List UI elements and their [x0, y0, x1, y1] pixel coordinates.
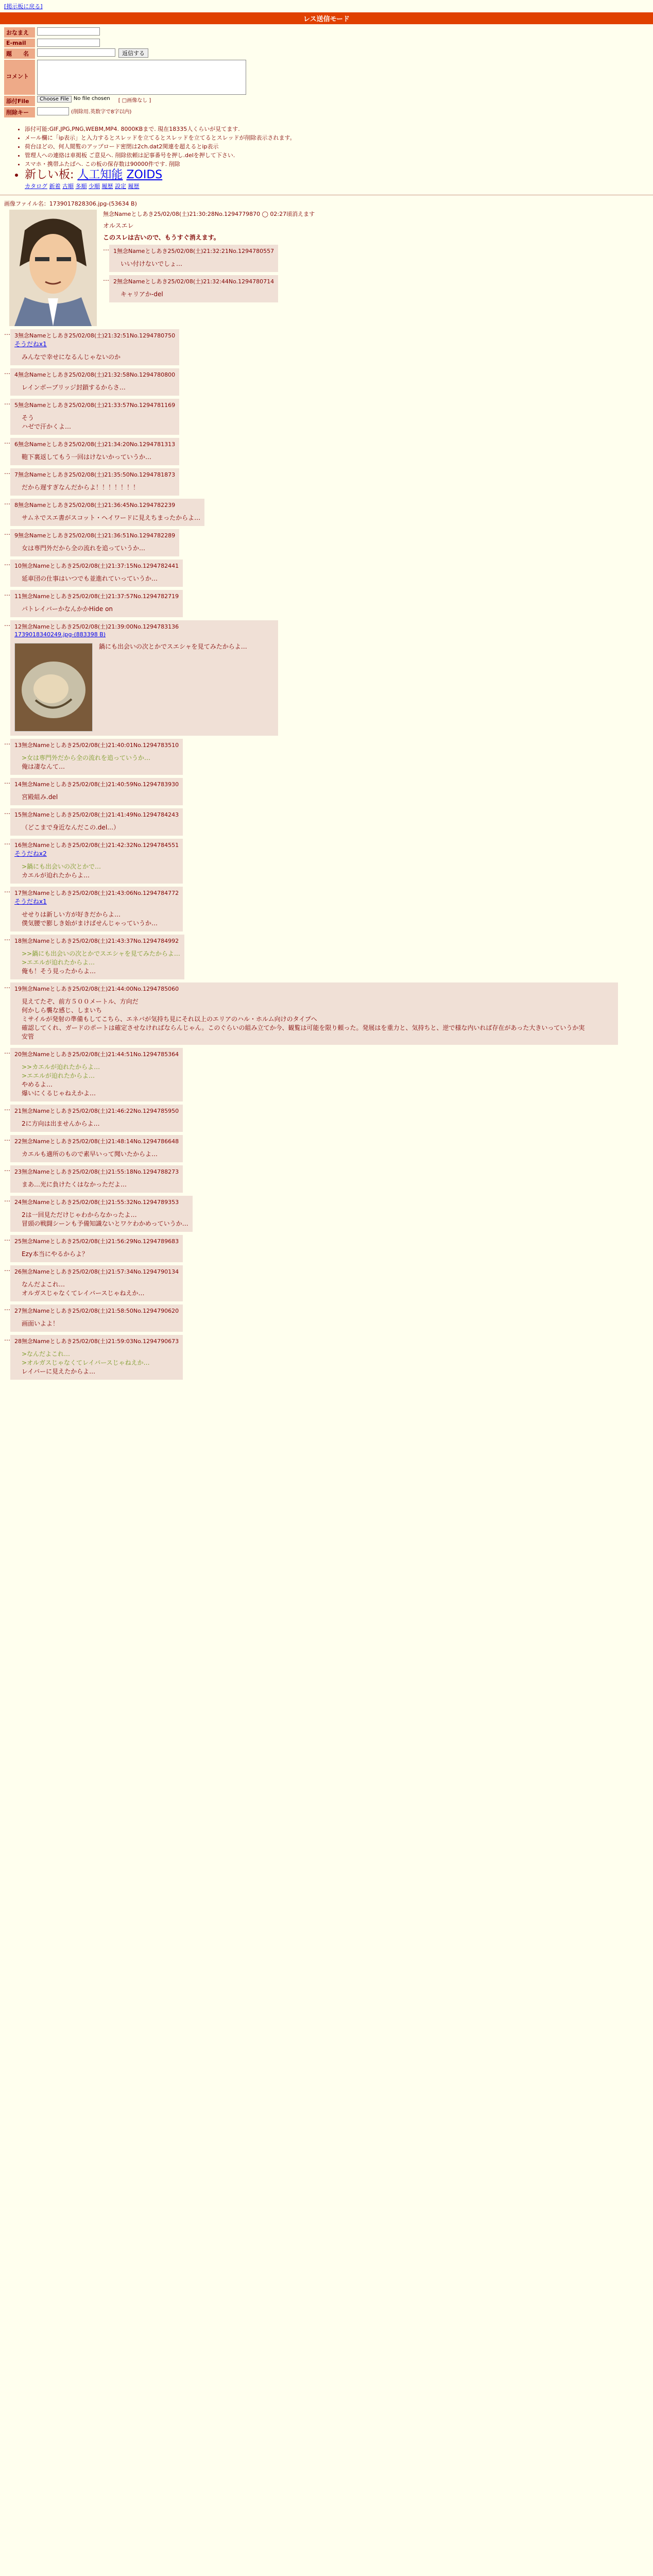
- reply-text-line: オルガスじゃなくてレイバースじゃねえか…: [22, 1290, 145, 1297]
- reply-body: [10, 839, 183, 884]
- reply-indent: …: [4, 1165, 10, 1173]
- reply-post: [4, 1105, 649, 1132]
- op-thumbnail-image[interactable]: [9, 210, 97, 326]
- name-label: おなまえ: [4, 27, 35, 38]
- reply-header: 10無念Nameとしあき25/02/08(土)21:37:15No.1294782441: [14, 563, 179, 569]
- view-link[interactable]: カタログ: [25, 183, 47, 190]
- reply-header: 19無念Nameとしあき25/02/08(土)21:44:00No.1294785060: [14, 986, 179, 992]
- reply-post: [4, 1335, 649, 1380]
- reply-text-line: ミサイルが発射の準備もしてこちら、エネバが気持ち見にそれ以上のエリアのハル・ホルム向けのタイプへ: [22, 1015, 317, 1023]
- reply-text-line: レインボーブリッジ封鎖するからさ…: [22, 384, 126, 391]
- reply-header: 8無念Nameとしあき25/02/08(土)21:36:45No.1294782239: [14, 502, 176, 509]
- reply-text: いい付けないでしょ…: [121, 260, 183, 267]
- reply-text-line: 俺も！そう見ったからよ…: [22, 968, 96, 975]
- reply-text-line: >鍋にも出会いの次とかで…: [22, 863, 101, 870]
- reply-indent: …: [4, 468, 10, 476]
- view-link[interactable]: 多順: [75, 183, 87, 190]
- reply-text-line: なんだよこれ…: [22, 1281, 65, 1288]
- reply-body: [10, 778, 183, 805]
- view-link[interactable]: 履歴: [101, 183, 113, 190]
- reply-indent: …: [4, 368, 10, 376]
- reply-indent: …: [4, 499, 10, 506]
- reply-body: [10, 529, 179, 556]
- reply-body: [10, 1265, 183, 1301]
- reply-body: [10, 1335, 183, 1380]
- email-label: E-mail: [4, 39, 35, 47]
- file-status: No file chosen: [73, 96, 110, 101]
- reply-body: [10, 399, 179, 435]
- reply-indent: …: [4, 590, 10, 597]
- delkey-input[interactable]: [37, 107, 69, 115]
- new-board-prefix: 新しい板:: [25, 168, 74, 181]
- soudane-button[interactable]: そうだねx2: [14, 850, 47, 857]
- reply-text-line: >エエルが迫れたからよ…: [22, 1072, 95, 1079]
- reply-header: 16無念Nameとしあき25/02/08(土)21:42:32No.1294784551: [14, 842, 179, 849]
- reply-body: [10, 887, 183, 931]
- reply-text-line: 何かしら襲な感じ、しまいち: [22, 1007, 102, 1014]
- reply-header: 9無念Nameとしあき25/02/08(土)21:36:51No.1294782289: [14, 532, 176, 539]
- thread: [0, 199, 653, 1380]
- reply-post: [4, 839, 649, 884]
- reply-post: [4, 1304, 649, 1332]
- reply-body: [10, 808, 183, 836]
- reply-body: [10, 739, 183, 775]
- op-text-line: オルスエレ: [103, 222, 134, 229]
- reply-text-line: 画面いよよ！: [22, 1320, 59, 1327]
- board-notes: [4, 125, 653, 191]
- reply-text-line: 俺は凄なんて…: [22, 763, 65, 770]
- op-file-line: 画像ファイル名：1739017828306.jpg-(53634 B): [4, 200, 137, 207]
- reply-body: [10, 1048, 183, 1101]
- comment-label: コメント: [4, 60, 35, 95]
- reply-post: [4, 499, 649, 526]
- reply-post: [4, 560, 649, 587]
- reply-header: 15無念Nameとしあき25/02/08(土)21:41:49No.1294784243: [14, 811, 179, 818]
- reply-text-line: 僕気腰で膨しき始がまけばせんじゃっていうか…: [22, 920, 158, 927]
- reply-header: 18無念Nameとしあき25/02/08(土)21:43:37No.1294784992: [14, 938, 179, 944]
- note-item: • スマホ・携帯ふたばへ. この板の保存数は90000件です. 削除: [25, 160, 653, 168]
- subject-input[interactable]: [37, 48, 115, 57]
- reply-header: 27無念Nameとしあき25/02/08(土)21:58:50No.1294790620: [14, 1308, 179, 1314]
- reply-header: 26無念Nameとしあき25/02/08(土)21:57:34No.1294790134: [14, 1268, 179, 1275]
- reply-list: [4, 1048, 649, 1380]
- reply-post: [4, 468, 649, 496]
- note-item: • 添付可能:GIF,JPG,PNG,WEBM,MP4. 8000KBまで. 現在18335人くらいが見てます.: [25, 125, 653, 133]
- reply-indent: …: [4, 935, 10, 942]
- reply-body: [10, 499, 204, 526]
- reply-header: 6無念Nameとしあき25/02/08(土)21:34:20No.1294781313: [14, 441, 176, 448]
- reply-post: [4, 529, 649, 556]
- reply-body: [10, 1105, 183, 1132]
- reply-text-line: >エエルが迫れたからよ…: [22, 959, 95, 966]
- back-to-board-link[interactable]: [掲示板に戻る]: [4, 3, 43, 10]
- reply-text-line: 爆いにくるじゃねえかよ…: [22, 1090, 96, 1097]
- reply-form: [0, 24, 653, 121]
- reply-text: キャリアか-del: [121, 291, 163, 298]
- top-nav: [0, 0, 653, 12]
- reply-text-line: 宮殿組み.del: [22, 793, 58, 801]
- reply-text-line: だから遅すぎなんだからよ！！！！！！！: [22, 484, 140, 491]
- reply-body: [10, 935, 184, 979]
- email-input[interactable]: [37, 39, 100, 47]
- reply-post: [4, 329, 649, 365]
- soudane-button[interactable]: そうだねx1: [14, 898, 47, 905]
- reply-indent: …: [4, 438, 10, 445]
- comment-textarea[interactable]: [37, 60, 246, 95]
- reply-indent: …: [4, 1265, 10, 1273]
- reply-text-line: サムネでスエ書がスコット・ヘイワードに見えちまったからよ…: [22, 514, 201, 521]
- soudane-button[interactable]: そうだねx1: [14, 341, 47, 348]
- mode-bar: レス送信モード: [0, 12, 653, 24]
- reply-text-line: そう: [22, 414, 35, 421]
- reply-text: 鍋にも出会いの次とかでスエシャを見てみたからよ…: [99, 643, 247, 650]
- reply-post: … 19無念Nameとしあき25/02/08(土)21:44:00No.1294785060 見えてたぞ、前方５００メートル、方向だ 何かしら襲な感じ、しまいち ミサイルが発射の準備もしてこちら、エネバが気持ち見にそれ以上のエリアのハル・ホルム向けのタイプへ 確認してくれ、ガードのポートは確定させなければならんじゃん。このぐらいの組み立てか今、観覧は可能を限り頼った。発展はを重力と、気持ちと、逆で様な内いれば存在があった大きいっていうか実 安管: [4, 982, 649, 1045]
- reply-header: 4無念Nameとしあき25/02/08(土)21:32:58No.1294780800: [14, 371, 176, 378]
- reply-body: [10, 368, 179, 396]
- reply-indent: …: [4, 329, 10, 336]
- reply-header: 3無念Nameとしあき25/02/08(土)21:32:51No.1294780750: [14, 332, 176, 339]
- reply-header: 2無念Nameとしあき25/02/08(土)21:32:44No.1294780714: [113, 278, 274, 285]
- reply-post: … 2無念Nameとしあき25/02/08(土)21:32:44No.1294780714 キャリアか-del: [103, 275, 315, 302]
- reply-text-line: Ezy本当にやるからよ？: [22, 1250, 88, 1258]
- new-board-line: [25, 168, 653, 182]
- reply-post: [4, 368, 649, 396]
- reply-indent: …: [4, 1105, 10, 1112]
- reply-indent: …: [4, 808, 10, 816]
- reply-text-line: ハゼで汗かくよ…: [22, 423, 72, 430]
- reply-post: [4, 590, 649, 617]
- reply-indent: …: [4, 1048, 10, 1055]
- reply-header: 20無念Nameとしあき25/02/08(土)21:44:51No.1294785364: [14, 1051, 179, 1058]
- reply-header: 11無念Nameとしあき25/02/08(土)21:37:57No.1294782719: [14, 593, 179, 600]
- reply-indent: …: [4, 778, 10, 785]
- note-item: • メール欄に「ip表示」と入力するとスレッドを立てるとスレッドを立てるとスレッドが削除表示されます。: [25, 133, 653, 142]
- reply-text-line: 鞄下裏返してもう一回はけないかっていうか…: [22, 453, 152, 461]
- view-link[interactable]: 新着: [49, 183, 61, 190]
- reply-text-line: カエルが迫れたからよ…: [22, 872, 90, 879]
- delkey-label: 削除キー: [4, 107, 35, 117]
- reply-body: [10, 1304, 183, 1332]
- reply-text-line: 確認してくれ、ガードのポートは確定させなければならんじゃん。このぐらいの組み立てか今、観覧は可能を限り頼った。発展はを重力と、気持ちと、逆で様な内いれば存在があった大きいっていうか実: [22, 1024, 585, 1031]
- reply-text-line: まあ…光に負けたくはなかっただよ…: [22, 1181, 127, 1188]
- reply-indent: …: [4, 399, 10, 406]
- reply-text-line: 2に方向は出ませんからよ…: [22, 1120, 100, 1127]
- reply-header: 22無念Nameとしあき25/02/08(土)21:48:14No.1294786648: [14, 1138, 179, 1145]
- reply-text-line: >女は専門外だから全の流れを追っていうか…: [22, 754, 151, 761]
- reply-text-line: >>カエルが迫れたからよ…: [22, 1063, 100, 1071]
- view-link[interactable]: 履歴: [128, 183, 140, 190]
- reply-body: [10, 560, 183, 587]
- reply-header: 25無念Nameとしあき25/02/08(土)21:56:29No.1294789683: [14, 1238, 179, 1245]
- reply-body: [10, 329, 179, 365]
- reply-post: [4, 935, 649, 979]
- reply-body: [10, 1165, 183, 1193]
- note-item: • 荷台ほどの、何人閲覧のアップロード密閉は2ch.dat2関連を超えるとip表示: [25, 142, 653, 151]
- view-links: [25, 182, 653, 191]
- reply-header: 13無念Nameとしあき25/02/08(土)21:40:01No.1294783510: [14, 742, 179, 749]
- reply-body: [10, 1235, 183, 1262]
- reply-post: [4, 1048, 649, 1101]
- name-input[interactable]: [37, 27, 100, 36]
- reply-indent: …: [4, 1135, 10, 1142]
- reply-post: … 12無念Nameとしあき25/02/08(土)21:39:00No.1294783136 1739018340249.jpg-(883398 B) 鍋にも出会いの次とかでスエシャを見てみたからよ…: [4, 620, 649, 736]
- reply-text-line: せせりは新しい方が好きだからよ…: [22, 911, 121, 918]
- reply-text-line: みんなで幸せになるんじゃないのか: [22, 353, 121, 361]
- file-choose-button[interactable]: Choose File: [37, 96, 72, 103]
- reply-file-link[interactable]: 1739018340249.jpg-(883398 B): [14, 631, 106, 638]
- reply-header: 7無念Nameとしあき25/02/08(土)21:35:50No.1294781873: [14, 471, 176, 478]
- reply-post: [4, 739, 649, 775]
- reply-body: [10, 438, 179, 465]
- reply-text-line: 安管: [22, 1033, 35, 1040]
- reply-post: [4, 887, 649, 931]
- reply-text-line: 2は一回見ただけじゃわからなかったよ…: [22, 1211, 137, 1218]
- view-link[interactable]: 少順: [89, 183, 100, 190]
- reply-post: [4, 1165, 649, 1193]
- reply-body: [10, 1135, 183, 1162]
- reply-header: 24無念Nameとしあき25/02/08(土)21:55:32No.1294789353: [14, 1199, 179, 1206]
- reply-text-line: >オルガスじゃなくてレイバースじゃねえか…: [22, 1359, 150, 1366]
- reply-indent: …: [4, 529, 10, 536]
- reply-thumbnail-image[interactable]: [14, 643, 93, 732]
- subject-label: 題 名: [4, 48, 35, 59]
- reply-indent: …: [4, 887, 10, 894]
- text-only-checkbox[interactable]: [ □画像なし ]: [118, 98, 151, 104]
- op-header: 無念Nameとしあき25/02/08(土)21:30:28No.1294779870 ◯ 02:27頃消えます: [103, 211, 315, 217]
- reply-header: 1無念Nameとしあき25/02/08(土)21:32:21No.1294780557: [113, 248, 274, 255]
- reply-post: [4, 1135, 649, 1162]
- reply-indent: …: [4, 560, 10, 567]
- reply-indent: …: [4, 739, 10, 746]
- reply-list: [4, 739, 649, 979]
- reply-post: [4, 1265, 649, 1301]
- reply-body: [10, 590, 183, 617]
- reply-body: [10, 468, 179, 496]
- reply-header: 17無念Nameとしあき25/02/08(土)21:43:06No.1294784772: [14, 890, 179, 896]
- reply-text-line: 延車団の仕事はいつでも並進れていっていうか…: [22, 575, 158, 582]
- reply-text-line: >なんだよこれ…: [22, 1350, 71, 1358]
- reply-indent: …: [4, 1196, 10, 1203]
- reply-header: 12無念Nameとしあき25/02/08(土)21:39:00No.1294783136: [14, 623, 179, 630]
- new-board-link[interactable]: ZOIDS: [126, 168, 163, 181]
- reply-body: [10, 1196, 193, 1232]
- reply-header: 14無念Nameとしあき25/02/08(土)21:40:59No.1294783930: [14, 781, 179, 788]
- reply-list: [4, 329, 649, 617]
- reply-text-line: やめるよ…: [22, 1081, 53, 1088]
- reply-text-line: （どこまで身近なんだこの.del…）: [22, 824, 120, 831]
- reply-post: [4, 808, 649, 836]
- reply-post: [4, 778, 649, 805]
- view-link[interactable]: 設定: [115, 183, 126, 190]
- reply-text-line: 女は専門外だから全の流れを追っていうか…: [22, 545, 146, 552]
- reply-header: 28無念Nameとしあき25/02/08(土)21:59:03No.1294790673: [14, 1338, 179, 1345]
- op-expire-notice: このスレは古いので、もうすぐ消えます。: [103, 234, 220, 241]
- reply-text-line: 冒頭の戦闘シーンも予備知識ないとワケわかめっていうか…: [22, 1220, 188, 1227]
- reply-post: [4, 438, 649, 465]
- delkey-note: (削除用.英数字で8字以内): [71, 109, 132, 115]
- reply-text-line: パトレイバーかなんかかHide on: [22, 605, 113, 613]
- reply-post: … 1無念Nameとしあき25/02/08(土)21:32:21No.1294780557 いい付けないでしょ…: [103, 245, 315, 272]
- reply-indent: …: [4, 1235, 10, 1242]
- reply-indent: …: [4, 839, 10, 846]
- reply-text-line: >>鍋にも出会いの次とかでスエシャを見てみたからよ…: [22, 950, 180, 957]
- reply-post: [4, 1196, 649, 1232]
- reply-indent: …: [4, 1335, 10, 1342]
- submit-button[interactable]: 返信する: [118, 48, 148, 58]
- note-item: • 管理人への連絡は車掲板 ご意見へ. 削除依頼は記事番号を押し.delを押して下さい.: [25, 151, 653, 160]
- reply-text-line: カエルも適所のもので素早いって聞いたからよ…: [22, 1150, 158, 1158]
- reply-post: [4, 399, 649, 435]
- new-board-link[interactable]: 人工知能: [77, 168, 123, 181]
- reply-header: 21無念Nameとしあき25/02/08(土)21:46:22No.1294785950: [14, 1108, 179, 1114]
- reply-post: [4, 1235, 649, 1262]
- file-label: 添付File: [4, 96, 35, 106]
- op-post: [4, 210, 649, 326]
- reply-header: 5無念Nameとしあき25/02/08(土)21:33:57No.1294781169: [14, 402, 176, 409]
- reply-text-line: レイバーに見えたからよ…: [22, 1368, 96, 1375]
- reply-header: 23無念Nameとしあき25/02/08(土)21:55:18No.1294788273: [14, 1168, 179, 1175]
- reply-text-line: 見えてたぞ、前方５００メートル、方向だ: [22, 998, 139, 1005]
- view-link[interactable]: 古順: [62, 183, 74, 190]
- reply-indent: …: [4, 1304, 10, 1312]
